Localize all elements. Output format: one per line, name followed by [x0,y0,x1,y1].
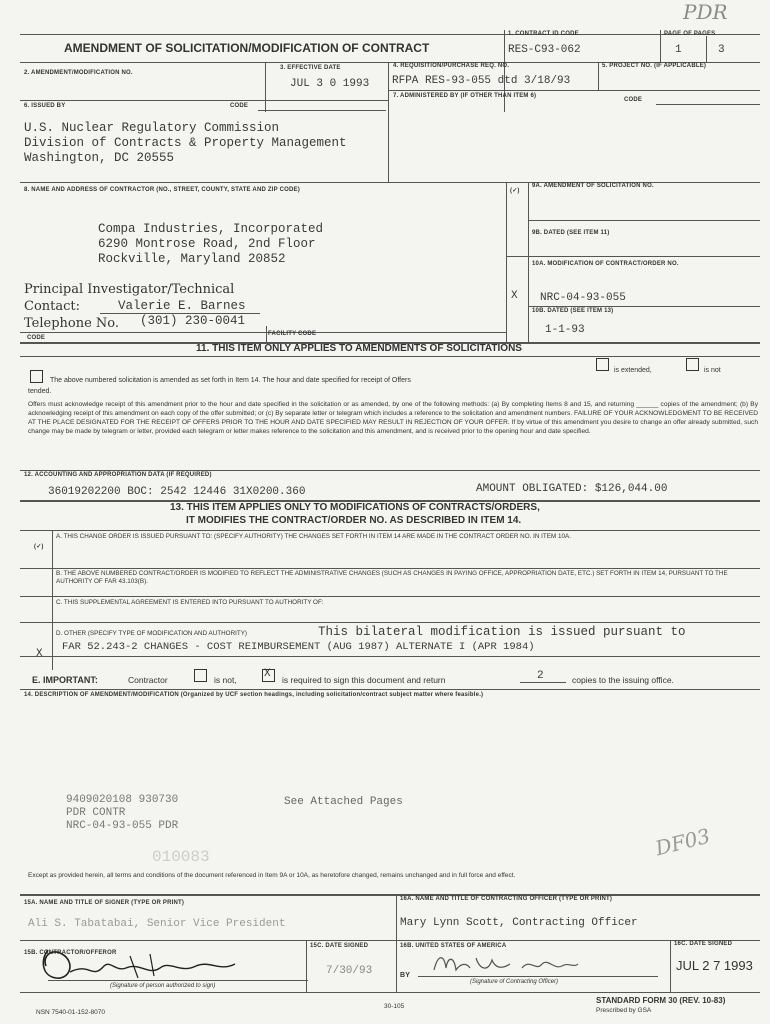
contract-id-code: RES-C93-062 [508,44,581,56]
facility-code-label: FACILITY CODE [268,331,317,337]
accounting-data: 36019202200 BOC: 2542 12446 31X0200.360 [48,486,306,498]
item11-heading: 11. THIS ITEM ONLY APPLIES TO AMENDMENTS OF SOLICITATIONS [196,343,522,354]
faint-stamp-number: 010083 [152,848,210,866]
not-extended-checkbox[interactable] [686,358,699,371]
item13-d-label: D. OTHER (SPECIFY TYPE OF MODIFICATION AND AUTHORITY) [56,630,248,637]
box10a-mark: X [511,290,518,302]
important-required: is required to sign this document and return [282,675,446,685]
item13-d-mark: X [36,648,43,660]
important-contractor: Contractor [128,675,168,685]
box8-code-label: CODE [27,335,46,341]
pi-contact: Valerie E. Barnes [118,299,246,313]
box1-label: 1. CONTRACT ID CODE [508,31,579,37]
box5-label: 5. PROJECT NO. (IF APPLICABLE) [602,63,707,69]
box8-label: 8. NAME AND ADDRESS OF CONTRACTOR (NO., STREET, COUNTY, STATE AND ZIP CODE) [24,187,300,193]
important-is-not: is not, [214,675,237,685]
issued-by-line-2: Division of Contracts & Property Management [24,136,347,150]
issued-by-line-1: U.S. Nuclear Regulatory Commission [24,121,280,135]
box3-label: 3. EFFECTIVE DATE [280,65,341,71]
box10a-label: 10A. MODIFICATION OF CONTRACT/ORDER NO. [532,261,679,267]
form-title: AMENDMENT OF SOLICITATION/MODIFICATION OF CONTRACT [64,41,430,55]
contractor-signature [30,942,250,986]
is-not-label: is not [704,367,721,374]
is-extended-label: is extended, [614,367,652,374]
signer-name: Ali S. Tabatabai, Senior Vice President [28,918,286,930]
item13-check-label: (✓) [34,544,44,550]
pi-phone-label: Telephone No. [24,316,120,331]
contractor-line-3: Rockville, Maryland 20852 [98,252,286,266]
page-current: 1 [675,44,682,56]
contractor-line-1: Compa Industries, Incorporated [98,222,324,236]
item11-line-2: tended. [28,388,52,395]
box15a-label: 15A. NAME AND TITLE OF SIGNER (TYPE OR PRINT) [24,900,185,906]
item11-line-1: The above numbered solicitation is amended as set forth in Item 14. The hour and date specified for receipt of Offers [50,377,411,384]
box9a-label: 9A. AMENDMENT OF SOLICITATION NO. [532,183,654,189]
modification-dated: 1-1-93 [545,324,585,336]
box15c-label: 15C. DATE SIGNED [310,943,369,949]
item13-a: A. THIS CHANGE ORDER IS ISSUED PURSUANT TO: (SPECIFY AUTHORITY) THE CHANGES SET FORTH IN ITEM 14 ARE MADE IN THE CONTRACT ORDER NO. IN ITEM 10A. [56,533,571,540]
box6-label: 6. ISSUED BY [24,103,66,109]
box16b-label: 16B. UNITED STATES OF AMERICA [400,943,507,949]
box4-label: 4. REQUISITION/PURCHASE REQ. NO. [393,63,510,69]
effective-date: JUL 3 0 1993 [290,78,370,90]
footer-mid: 30-105 [384,1003,405,1010]
officer-date-signed: JUL 2 7 1993 [676,958,753,973]
box10b-label: 10B. DATED (SEE ITEM 13) [532,308,614,314]
item13-heading-2: IT MODIFIES THE CONTRACT/ORDER NO. AS DESCRIBED IN ITEM 14. [186,515,522,526]
important-label: E. IMPORTANT: [32,675,98,685]
box9b-label: 9B. DATED (SEE ITEM 11) [532,230,610,236]
box7-code-label: CODE [624,97,643,103]
important-to-office: copies to the issuing office. [572,675,674,685]
box16a-label: 16A. NAME AND TITLE OF CONTRACTING OFFICER (TYPE OR PRINT) [400,896,613,902]
item11-checkbox[interactable] [30,370,43,383]
footer-prescribed: Prescribed by GSA [596,1007,652,1014]
contracting-officer-name: Mary Lynn Scott, Contracting Officer [400,917,638,929]
pi-phone: (301) 230-0041 [140,314,246,328]
by-label: BY [400,972,411,979]
is-not-checkbox[interactable] [194,669,207,682]
return-copies: 2 [537,670,544,682]
df03-stamp: DF03 [652,823,713,861]
ref-line-2: PDR CONTR [66,807,126,819]
see-attached: See Attached Pages [284,796,403,808]
ref-line-3: NRC-04-93-055 PDR [66,820,179,832]
footer-nsn: NSN 7540-01-152-8070 [36,1009,106,1016]
box2-label: 2. AMENDMENT/MODIFICATION NO. [24,70,133,76]
requisition-no: RFPA RES-93-055 dtd 3/18/93 [392,75,571,87]
item13-d-value: This bilateral modification is issued pursuant to [318,625,686,639]
officer-signature [430,950,580,976]
pdr-stamp: PDR [683,0,728,24]
box15b-sig-caption: (Signature of person authorized to sign) [110,983,216,989]
item11-paragraph: Offers must acknowledge receipt of this amendment prior to the hour and date specified in the solicitation or as amended, by one of the following methods: (a) By completing Items 8 and 15, and returning ______ copies of the amendment; (b) By acknowledging receipt of this amendment on each copy of the offer submitted; or (c) By separate letter or telegram which includes a reference to the solicitation and amendment numbers. FAILURE OF YOUR ACKNOWLEDGMENT TO BE RECEIVED AT THE PLACE DESIGNATED FOR THE RECEIPT OF OFFERS PRIOR TO THE HOUR AND DATE SPECIFIED MAY RESULT IN REJECTION OF YOUR OFFER. If by virtue of this amendment you desire to change an offer already submitted, such change may be made by telegram or letter, provided each telegram or letter makes reference to the solicitation and this amendment, and is received prior to the opening hour and date specified. [28,401,758,435]
modification-contract-no: NRC-04-93-055 [540,292,626,304]
box7-label: 7. ADMINISTERED BY (IF OTHER THAN ITEM 6) [393,93,537,99]
except-text: Except as provided herein, all terms and conditions of the document referenced in Item 9A or 10A, as heretofore changed, remains unchanged and in full force and effect. [28,872,516,879]
page-label: PAGE OF PAGES [664,31,716,37]
item13-c: C. THIS SUPPLEMENTAL AGREEMENT IS ENTERED INTO PURSUANT TO AUTHORITY OF: [56,599,324,606]
page-total: 3 [718,44,725,56]
contractor-line-2: 6290 Montrose Road, 2nd Floor [98,237,316,251]
ref-line-1: 9409020108 930730 [66,794,179,806]
pi-contact-label: Contact: [24,299,81,314]
box14-label: 14. DESCRIPTION OF AMENDMENT/MODIFICATION (Organized by UCF section headings, including solicitation/contract subject matter where feasible.) [24,692,484,698]
contractor-date-signed: 7/30/93 [326,965,373,977]
box16c-label: 16C. DATE SIGNED [674,941,733,947]
item13-heading-1: 13. THIS ITEM APPLIES ONLY TO MODIFICATIONS OF CONTRACTS/ORDERS, [170,502,540,513]
box6-code-label: CODE [230,103,249,109]
footer-form: STANDARD FORM 30 (REV. 10-83) [596,996,726,1005]
pi-line-1: Principal Investigator/Technical [24,282,235,297]
is-required-mark: X [264,668,271,680]
check-column-label: (✓) [510,188,520,194]
item13-d-line-2: FAR 52.243-2 CHANGES - COST REIMBURSEMENT (AUG 1987) ALTERNATE I (APR 1984) [62,641,535,653]
extended-checkbox[interactable] [596,358,609,371]
box12-label: 12. ACCOUNTING AND APPROPRIATION DATA (IF REQUIRED) [24,472,212,478]
box15b-label: 15B. CONTRACTOR/OFFEROR [24,950,117,956]
box16b-sig-caption: (Signature of Contracting Officer) [470,979,559,985]
amount-obligated: AMOUNT OBLIGATED: $126,044.00 [476,483,668,495]
issued-by-line-3: Washington, DC 20555 [24,151,175,165]
item13-b: B. THE ABOVE NUMBERED CONTRACT/ORDER IS MODIFIED TO REFLECT THE ADMINISTRATIVE CHANGES (SUCH AS CHANGES IN PAYING OFFICE, APPROPRIATION DATE, ETC.) SET FORTH IN ITEM 14, PURSUANT TO THE AUTHORITY OF FAR 43.103(B). [56,570,728,585]
